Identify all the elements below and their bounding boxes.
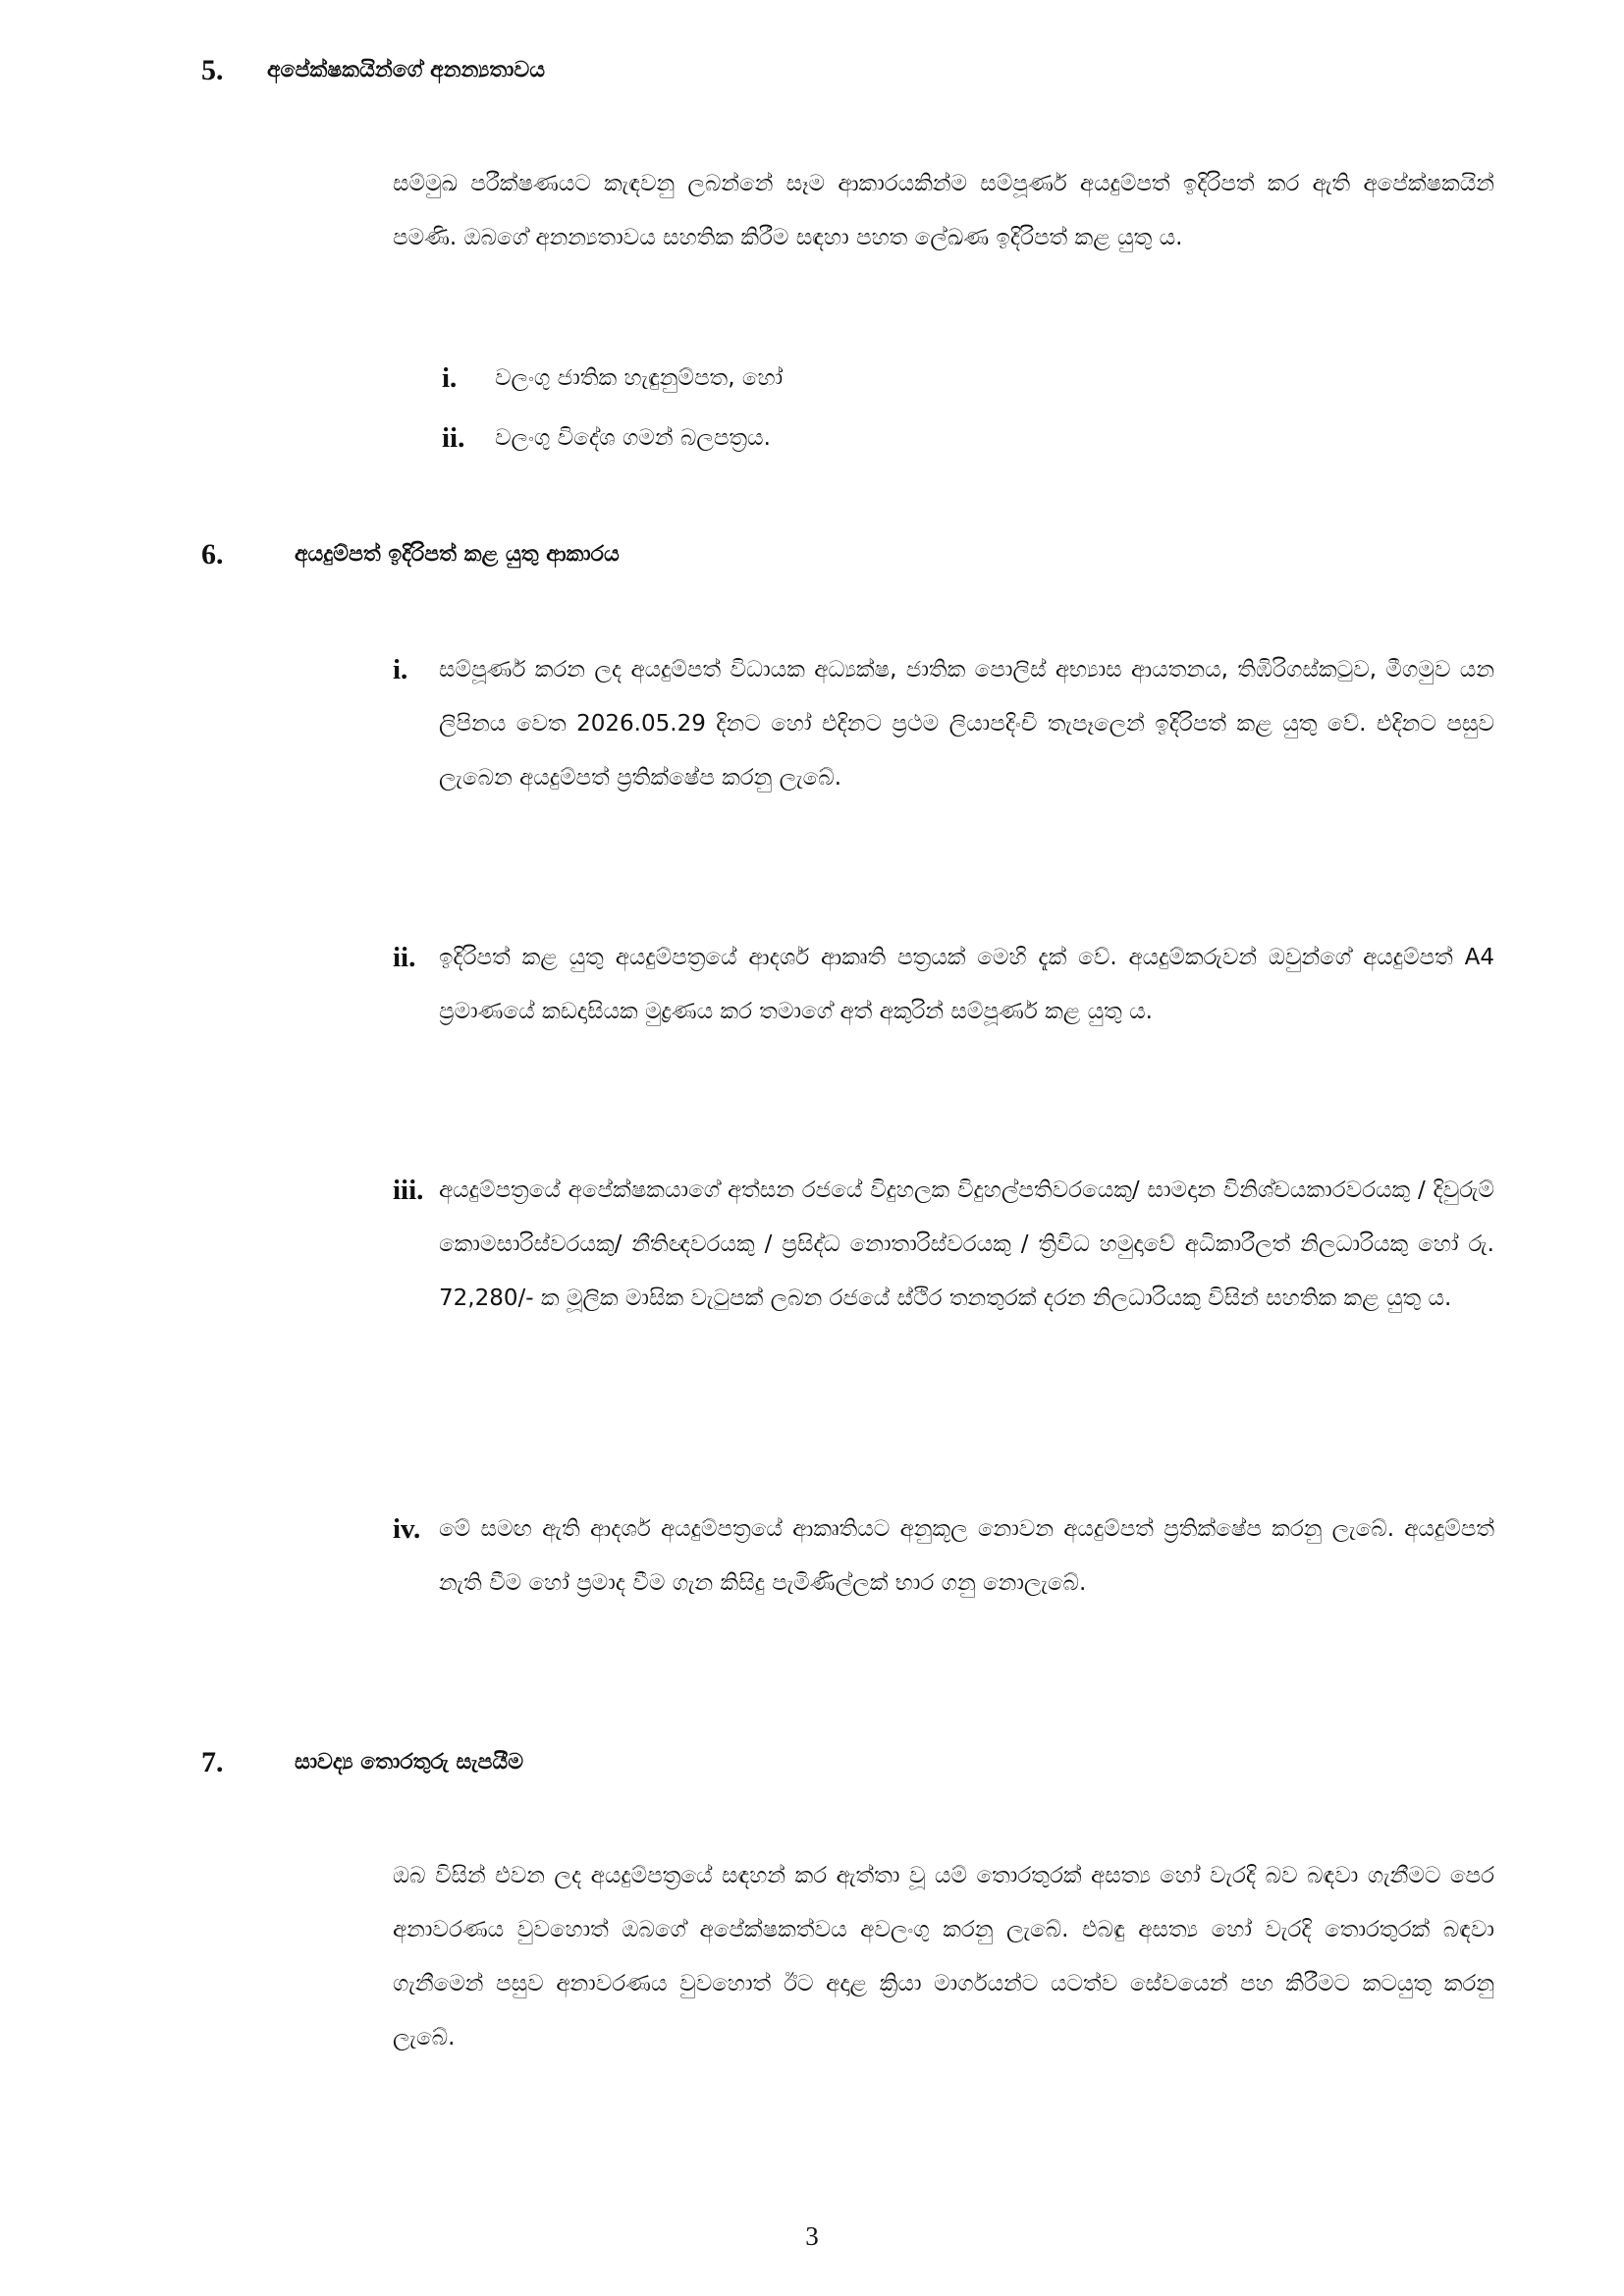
section-5-item-1-text: වලංගු ජාතික හැඳුනුම්පත, හෝ: [495, 365, 784, 391]
section-6-item-1-number: i.: [393, 654, 408, 685]
section-5-item-1-number: i.: [442, 362, 458, 394]
page-number: 3: [805, 2221, 819, 2251]
section-6-item-1-text: සම්පූර්ණ කරන ලද අයදුම්පත් විධායක අධ්‍යක්ෂ, ජාතික පොලිස් අභ්‍යාස ආයතනය, තිඹිරිගස්කටුව, මීගමුව යන ලිපිනය වෙත 2026.05.29 දිනට හෝ එදිනට ප්‍රථම ලියාපදිංචි තැපෑලෙන් ඉදිරිපත් කළ යුතු වේ. එදිනට පසුව ලැබෙන අයදුම්පත් ප්‍රතික්ෂේප කරනු ලැබේ.: [439, 657, 1494, 791]
section-6-number: 6.: [201, 538, 224, 571]
section-6-item-4-text: මේ සමඟ ඇති ආදර්ශ අයදුම්පත්‍රයේ ආකෘතියට අනුකූල නොවන අයදුම්පත් ප්‍රතික්ෂේප කරනු ලැබේ. අයදුම්පත් නැති වීම හෝ ප්‍රමාද වීම ගැන කිසිදු පැමිණිල්ලක් භාර ගනු නොලැබේ.: [439, 1516, 1494, 1596]
section-6-item-4-number: iv.: [393, 1513, 421, 1545]
section-5-paragraph: සම්මුඛ පරීක්ෂණයට කැඳවනු ලබන්නේ සෑම ආකාරයකින්ම සම්පූර්ණ අයදුම්පත් ඉදිරිපත් කර ඇති අපේක්ෂකයින් පමණි. ඔබගේ අනන්‍යතාවය සහතික කිරීම සඳහා පහත ලේඛණ ඉදිරිපත් කළ යුතු ය.: [393, 171, 1494, 250]
section-5-title: අපේක්ෂකයින්ගේ අනන්‍යතාවය: [267, 58, 546, 82]
section-6-item-2-number: ii.: [393, 942, 416, 973]
section-7-paragraph: ඔබ විසින් එවන ලද අයදුම්පත්‍රයේ සඳහන් කර ඇත්තා වූ යම් තොරතුරක් අසත්‍ය හෝ වැරදි බව බඳවා ගැනීමට පෙර අනාවරණය වුවහොත් ඔබගේ අපේක්ෂකත්වය අවලංගු කරනු ලැබේ. එබඳු අසත්‍ය හෝ වැරදි තොරතුරක් බඳවා ගැනීමෙන් පසුව අනාවරණය වුවහොත් ඊට අදාළ ක්‍රියා මාර්ගයන්ට යටත්ව සේවයෙන් පහ කිරීමට කටයුතු කරනු ලැබේ.: [393, 1863, 1494, 2050]
section-5-number: 5.: [201, 54, 224, 86]
section-6-item-3-number: iii.: [393, 1175, 424, 1206]
section-7-title: සාවද්‍ය තොරතුරු සැපයීම: [295, 1750, 524, 1775]
section-7-number: 7.: [201, 1746, 224, 1778]
section-6-title: අයදුම්පත් ඉදිරිපත් කළ යුතු ආකාරය: [295, 542, 620, 567]
section-6-item-2-text: ඉදිරිපත් කළ යුතු අයදුම්පත්‍රයේ ආදර්ශ ආකෘති පත්‍රයක් මෙහි දැක් වේ. අයදුම්කරුවන් ඔවුන්ගේ අයදුම්පත් A4 ප්‍රමාණයේ කඩදාසියක මුද්‍රණය කර තමාගේ අත් අකුරින් සම්පූර්ණ කළ යුතු ය.: [439, 945, 1494, 1024]
section-5-item-2-number: ii.: [442, 422, 465, 454]
section-5-item-2-text: වලංගු විදේශ ගමන් බලපත්‍රය.: [495, 425, 771, 451]
section-6-item-3-text: අයදුම්පත්‍රයේ අපේක්ෂකයාගේ අත්සන රජයේ විදුහලක විදුහල්පතිවරයෙකු/ සාමදාන විනිශ්චයකාරවරයකු / දිවුරුම් කොමසාරිස්වරයකු/ නීතිඥවරයකු / ප්‍රසිද්ධ නොතාරිස්වරයකු / ත්‍රිවිධ හමුදාවේ අධිකාරීලත් නිලධාරියකු හෝ රු. 72,280/- ක මූලික මාසික වැටුපක් ලබන රජයේ ස්ථිර තනතුරක් දරන නිලධාරියකු විසින් සහතික කළ යුතු ය.: [439, 1177, 1494, 1311]
